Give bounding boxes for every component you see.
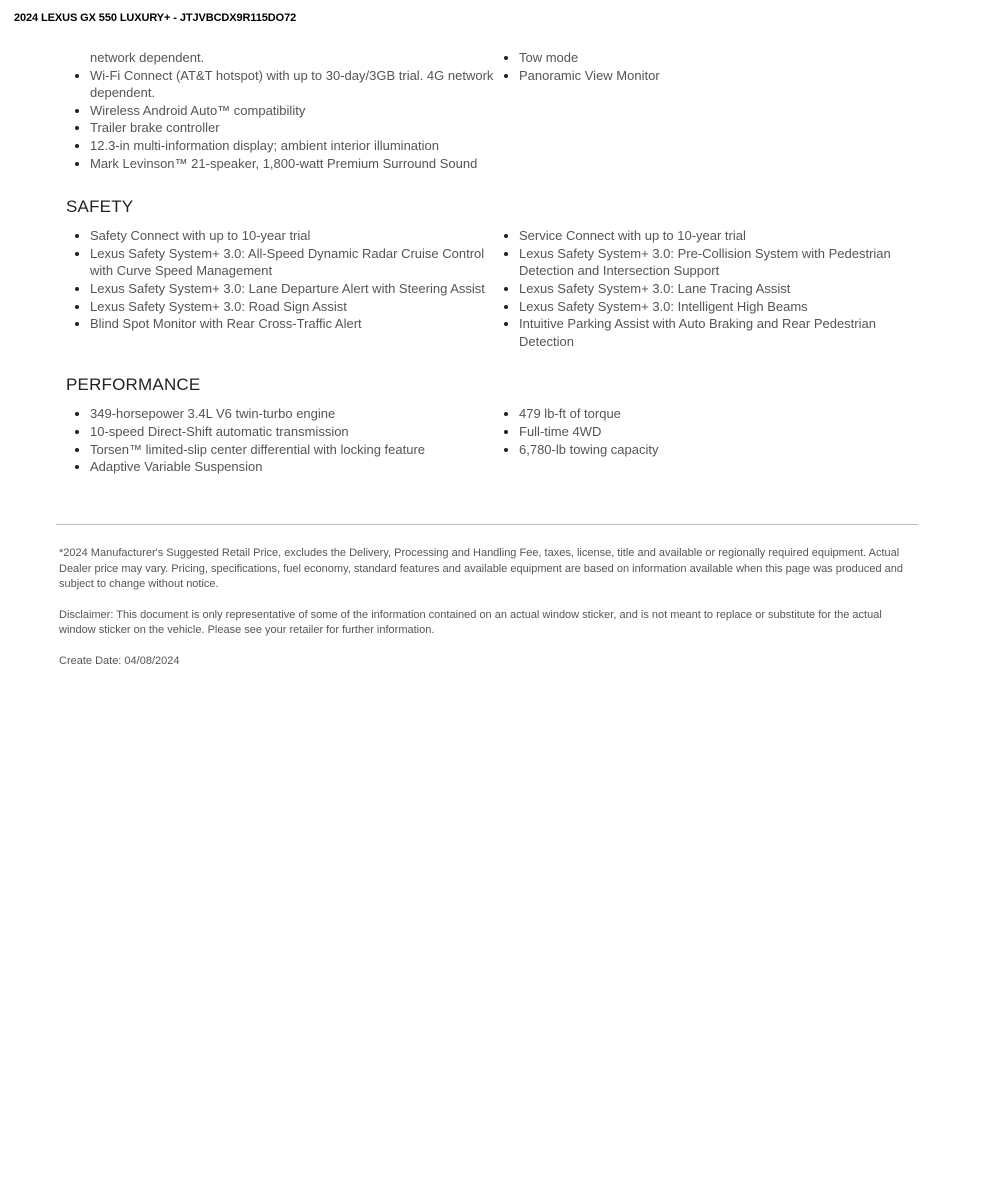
list-item: 479 lb-ft of torque	[495, 405, 915, 423]
list-item: 6,780-lb towing capacity	[495, 441, 915, 459]
section-columns	[66, 227, 918, 350]
footer	[59, 546, 911, 684]
section-right-list	[495, 227, 915, 350]
page-title: 2024 LEXUS GX 550 LUXURY+ - JTJVBCDX9R115DO72	[14, 12, 297, 24]
footer-divider	[56, 524, 918, 525]
list-item: Wireless Android Auto™ compatibility	[66, 102, 495, 120]
features-content	[66, 49, 918, 476]
list-item: Torsen™ limited-slip center differential with locking feature	[66, 441, 495, 459]
list-item: Safety Connect with up to 10-year trial	[66, 227, 495, 245]
msrp-note: *2024 Manufacturer's Suggested Retail Price, excludes the Delivery, Processing and Handling Fee, taxes, license, title and available or regionally required equipment. Actual Dealer price may vary. Pricing, specifications, fuel economy, standard features and available equipment are based on information available when this page was produced and subject to change without notice.	[59, 547, 904, 590]
section-columns	[66, 405, 918, 475]
list-item: Adaptive Variable Suspension	[66, 458, 495, 476]
list-item: Service Connect with up to 10-year trial	[495, 227, 915, 245]
list-item: Lexus Safety System+ 3.0: Lane Tracing Assist	[495, 280, 915, 298]
section-title: PERFORMANCE	[66, 375, 201, 395]
list-item: 12.3-in multi-information display; ambient interior illumination	[66, 137, 495, 155]
list-item: Lexus Safety System+ 3.0: Pre-Collision System with Pedestrian Detection and Intersection Support	[495, 245, 915, 280]
section-right-list	[495, 405, 915, 475]
list-item: Lexus Safety System+ 3.0: Intelligent High Beams	[495, 298, 915, 316]
list-item: Blind Spot Monitor with Rear Cross-Traffic Alert	[66, 315, 495, 333]
section-left-list	[66, 227, 495, 350]
list-item: Full-time 4WD	[495, 423, 915, 441]
top-features-left-list	[66, 49, 495, 172]
top-features	[66, 49, 918, 172]
list-item: 349-horsepower 3.4L V6 twin-turbo engine	[66, 405, 495, 423]
feature-sections	[66, 197, 918, 476]
list-item: 10-speed Direct-Shift automatic transmission	[66, 423, 495, 441]
list-item: Lexus Safety System+ 3.0: Road Sign Assist	[66, 298, 495, 316]
create-date: Create Date: 04/08/2024	[59, 654, 180, 667]
disclaimer: Disclaimer: This document is only representative of some of the information contained on an actual window sticker, and is not meant to replace or substitute for the actual window sticker on the vehicle. Please see your retailer for further information.	[59, 608, 882, 636]
list-item: Tow mode	[495, 49, 915, 67]
list-item: Mark Levinson™ 21-speaker, 1,800-watt Premium Surround Sound	[66, 155, 495, 173]
top-features-right-list	[495, 49, 915, 172]
list-item: network dependent.	[90, 50, 205, 65]
section-safety	[66, 197, 918, 350]
section-performance	[66, 375, 918, 475]
section-left-list	[66, 405, 495, 475]
list-item: Panoramic View Monitor	[495, 67, 915, 85]
list-item: Lexus Safety System+ 3.0: Lane Departure Alert with Steering Assist	[66, 280, 495, 298]
list-item: Lexus Safety System+ 3.0: All-Speed Dynamic Radar Cruise Control with Curve Speed Management	[66, 245, 495, 280]
list-item: Trailer brake controller	[66, 119, 495, 137]
section-title: SAFETY	[66, 197, 134, 217]
list-item: Wi-Fi Connect (AT&T hotspot) with up to 30-day/3GB trial. 4G network dependent.	[66, 67, 495, 102]
list-item: Intuitive Parking Assist with Auto Braking and Rear Pedestrian Detection	[495, 315, 915, 350]
